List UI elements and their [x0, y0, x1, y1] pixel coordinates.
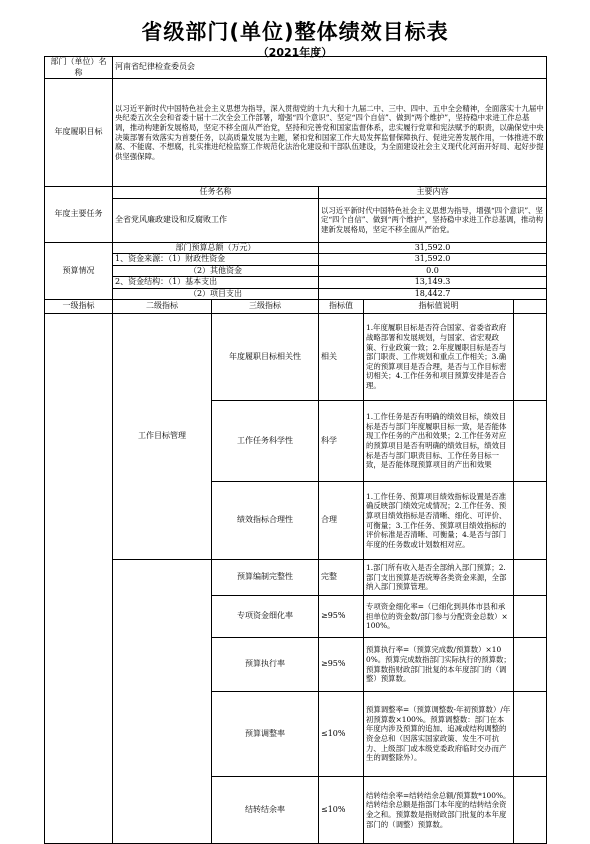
main-task-row: [45, 198, 547, 242]
indicator-value: ≥95%: [319, 638, 364, 692]
dept-value: 河南省纪律检查委员会: [113, 57, 547, 79]
budget-item-value: 13,149.3: [319, 277, 547, 289]
indicator-value: 完整: [319, 560, 364, 596]
header-value: 指标值: [319, 300, 364, 314]
year-subtitle: （2021年度）: [257, 46, 333, 59]
empty-cell: [514, 300, 547, 314]
empty-cell: [514, 314, 547, 401]
empty-cell: [514, 482, 547, 560]
header-level2: 二级指标: [113, 300, 212, 314]
budget-item-name: （2）项目支出: [113, 288, 319, 300]
header-level3: 三级指标: [212, 300, 319, 314]
empty-cell: [514, 777, 547, 844]
budget-row: [45, 265, 547, 277]
budget-item-value: 0.0: [319, 265, 547, 277]
main-tasks-label: 年度主要任务: [45, 187, 113, 243]
indicator-row: [45, 314, 547, 401]
budget-label: 预算情况: [45, 242, 113, 300]
indicator-desc: 1.工作任务是否有明确的绩效目标，绩效目标是否与部门年度履职目标一致，是否能体现工作任务的产出和效果；2.工作任务对应的预算项目是否有明确的绩效目标，绩效目标是否与部门职责目标、工作任务目标一致，是否能体现预算项目的产出和效果: [364, 401, 514, 482]
empty-cell: [514, 638, 547, 692]
budget-item-name: 部门预算总额（万元）: [113, 242, 319, 254]
indicator-name: 专项资金细化率: [212, 596, 319, 638]
indicator-value: 相关: [319, 314, 364, 401]
indicator-desc: 1.工作任务、预算项目绩效指标设置是否准确反映部门绩效完成情况；2.工作任务、预算项目绩效指标是否清晰、细化、可评价、可衡量；3.工作任务、预算项目绩效指标的评价标准是否清晰、可衡量；4.是否与部门年度的任务数或计划数相对应。: [364, 482, 514, 560]
performance-table: [44, 56, 547, 844]
indicator-value: ≥95%: [319, 596, 364, 638]
indicator-value: ≤10%: [319, 777, 364, 844]
annual-goal-label: 年度履职目标: [45, 79, 113, 187]
dept-label: 部门（单位）名称: [45, 57, 113, 79]
indicator-desc: 预算调整率=（预算调整数-年初预算数）/年初预算数×100%。预算调整数：部门在本年度内涉及预算的追加、追减或结构调整的资金总和（因落实国家政策、发生不可抗力、上级部门或本级党委政府临时交办而产生的调整除外）。: [364, 692, 514, 777]
task-name-header: 任务名称: [113, 187, 319, 199]
indicator-desc: 预算执行率=（预算完成数/预算数）×100%。预算完成数指部门实际执行的预算数；预算数指财政部门批复的本年度部门的（调整）预算数。: [364, 638, 514, 692]
empty-cell: [514, 596, 547, 638]
task-content-header: 主要内容: [319, 187, 547, 199]
main-tasks-header-row: [45, 187, 547, 199]
indicator-name: 预算编制完整性: [212, 560, 319, 596]
indicator-name: 预算调整率: [212, 692, 319, 777]
budget-row: [45, 242, 547, 254]
level2-empty: [113, 560, 212, 844]
budget-row: [45, 277, 547, 289]
indicator-desc: 1.年度履职目标是否符合国家、省委省政府战略部署和发展规划，与国家、省宏观政策、行业政策一致；2.年度履职目标是否与部门职责、工作规划和重点工作相关；3.确定的预算项目是否合理，是否与工作目标密切相关；4.工作任务和项目预算安排是否合理。: [364, 314, 514, 401]
header-level1: 一级指标: [45, 300, 113, 314]
level1-cell: [45, 314, 113, 844]
indicator-desc: 结转结余率=结转结余总额/预算数*100%。结转结余总额是指部门本年度的结转结余资金之和。预算数是指财政部门批复的本年度部门的（调整）预算数。: [364, 777, 514, 844]
budget-item-name: 2、资金结构：（1）基本支出: [113, 277, 319, 289]
indicator-name: 预算执行率: [212, 638, 319, 692]
indicator-row: [45, 560, 547, 596]
indicator-value: 合理: [319, 482, 364, 560]
indicator-desc: 专项资金细化率=（已细化到具体市县和承担单位的资金数/部门参与分配资金总数）×100%。: [364, 596, 514, 638]
indicator-name: 结转结余率: [212, 777, 319, 844]
budget-item-value: 18,442.7: [319, 288, 547, 300]
indicator-value: ≤10%: [319, 692, 364, 777]
budget-item-value: 31,592.0: [319, 254, 547, 266]
indicator-name: 绩效指标合理性: [212, 482, 319, 560]
dept-row: [45, 57, 547, 79]
task-content: 以习近平新时代中国特色社会主义思想为指导，增强“四个意识”、坚定“四个自信”、做到“两个维护”，坚持稳中求进工作总基调，推动构建新发展格局，坚定不移全面从严治党。: [319, 198, 547, 242]
indicator-value: 科学: [319, 401, 364, 482]
budget-row: [45, 254, 547, 266]
task-name: 全省党风廉政建设和反腐败工作: [113, 198, 319, 242]
budget-item-value: 31,592.0: [319, 242, 547, 254]
indicator-header-row: [45, 300, 547, 314]
budget-item-name: 1、资金来源：（1）财政性资金: [113, 254, 319, 266]
header-desc: 指标值说明: [364, 300, 514, 314]
empty-cell: [514, 692, 547, 777]
budget-item-name: （2）其他资金: [113, 265, 319, 277]
empty-cell: [514, 560, 547, 596]
indicator-name: 年度履职目标相关性: [212, 314, 319, 401]
annual-goal-row: [45, 79, 547, 187]
empty-cell: [514, 401, 547, 482]
level2-cell: 工作目标管理: [113, 314, 212, 560]
page-title: 省级部门(单位)整体绩效目标表: [141, 20, 449, 44]
indicator-name: 工作任务科学性: [212, 401, 319, 482]
budget-row: [45, 288, 547, 300]
annual-goal-text: 以习近平新时代中国特色社会主义思想为指导，深入贯彻党的十九大和十九届二中、三中、四中、五中全会精神，全面落实十九届中央纪委五次全会和省委十届十二次全会工作部署，增强“四个意识”、坚定“四个自信”、做到“两个维护”，坚持稳中求进工作总基调，推动构建新发展格局，坚定不移全面从严治党，坚持和完善党和国家监督体系，忠实履行党章和宪法赋予的职责，以确保党中央决策部署有效落实为首要任务，以高质量发展为主题，紧扣党和国家工作大局发挥监督保障执行、促进完善发展作用，一体推进不敢腐、不能腐、不想腐，扎实推进纪检监察工作规范化法治化建设和干部队伍建设，为全面建设社会主义现代化河南开好局、起好步提供坚强保障。: [113, 79, 547, 187]
indicator-desc: 1.部门所有收入是否全部纳入部门预算；2.部门支出预算是否统筹各类资金来源，全部纳入部门预算管理。: [364, 560, 514, 596]
